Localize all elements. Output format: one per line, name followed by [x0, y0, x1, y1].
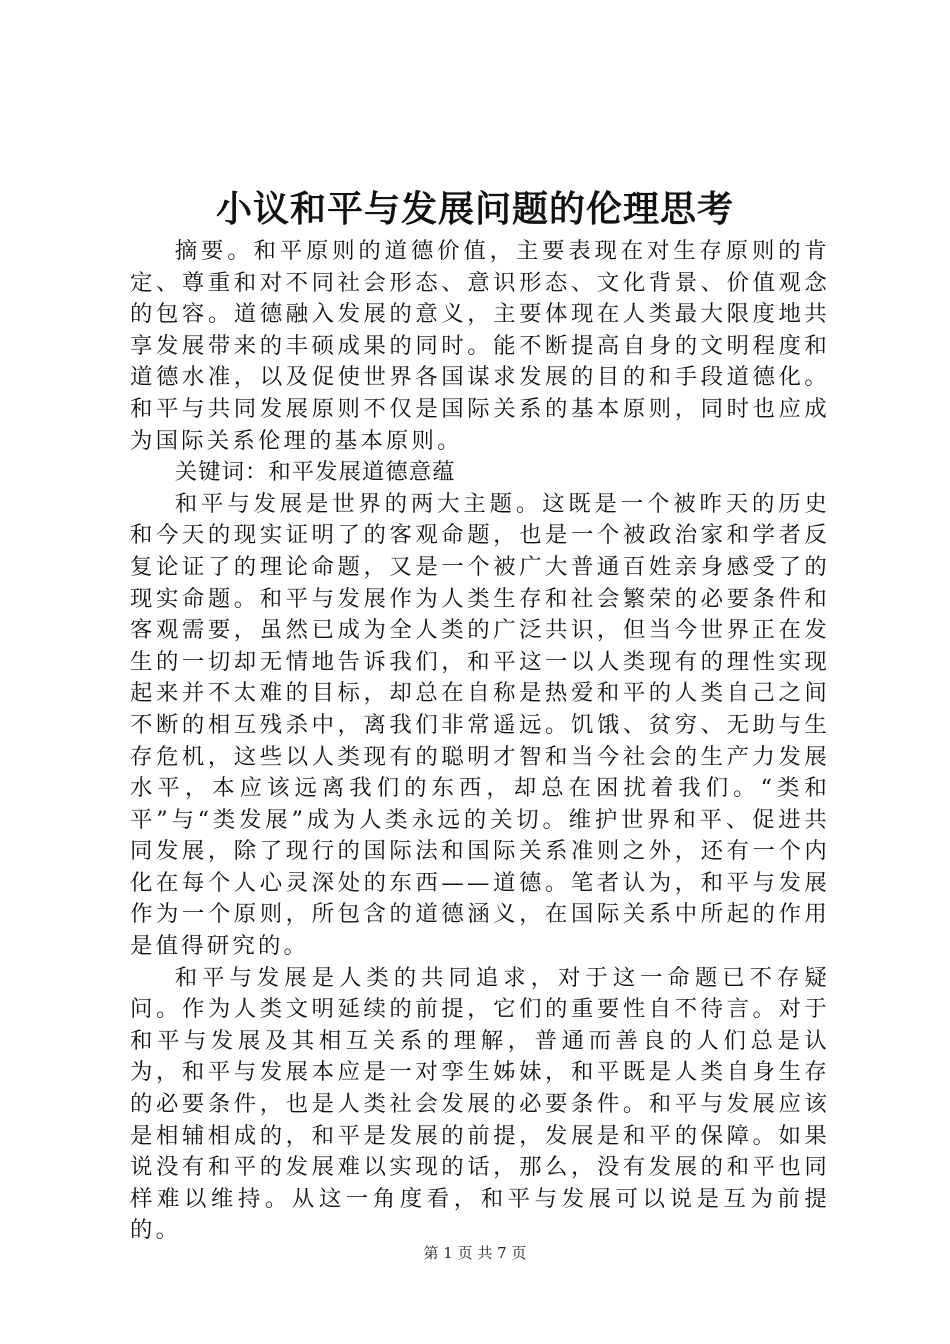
- abstract-paragraph: 摘要。和平原则的道德价值，主要表现在对生存原则的肯定、尊重和对不同社会形态、意识形态、文化背景、价值观念的包容。道德融入发展的意义，主要体现在人类最大限度地共享发展带来的丰硕成果的同时。能不断提高自身的文明程度和道德水准，以及促使世界各国谋求发展的目的和手段道德化。和平与共同发展原则不仅是国际关系的基本原则，同时也应成为国际关系伦理的基本原则。: [130, 238, 830, 454]
- page-footer: 第 1 页 共 7 页: [423, 1244, 527, 1262]
- document-body: [130, 236, 830, 1247]
- keywords-line: 关键词：和平发展道德意蕴: [174, 459, 456, 486]
- body-paragraph-2: 和平与发展是人类的共同追求，对于这一命题已不存疑问。作为人类文明延续的前提，它们的重要性自不待言。对于和平与发展及其相互关系的理解，普通而善良的人们总是认为，和平与发展本应是一对孪生姊妹，和平既是人类自身生存的必要条件，也是人类社会发展的必要条件。和平与发展应该是相辅相成的，和平是发展的前提，发展是和平的保障。如果说没有和平的发展难以实现的话，那么，没有发展的和平也同样难以维持。从这一角度看，和平与发展可以说是互为前提的。: [130, 964, 830, 1244]
- body-paragraph-1: 和平与发展是世界的两大主题。这既是一个被昨天的历史和今天的现实证明了的客观命题，也是一个被政治家和学者反复论证了的理论命题，又是一个被广大普通百姓亲身感受了的现实命题。和平与发展作为人类生存和社会繁荣的必要条件和客观需要，虽然已成为全人类的广泛共识，但当今世界正在发生的一切却无情地告诉我们，和平这一以人类现有的理性实现起来并不太难的目标，却总在自称是热爱和平的人类自己之间不断的相互残杀中，离我们非常遥远。饥饿、贫穷、无助与生存危机，这些以人类现有的聪明才智和当今社会的生产力发展水平，本应该远离我们的东西，却总在困扰着我们。“类和平”与“类发展”成为人类永远的关切。维护世界和平、促进共同发展，除了现行的国际法和国际关系准则之外，还有一个内化在每个人心灵深处的东西——道德。笔者认为，和平与发展作为一个原则，所包含的道德涵义，在国际关系中所起的作用是值得研究的。: [130, 490, 830, 960]
- document-title: 小议和平与发展问题的伦理思考: [215, 188, 734, 230]
